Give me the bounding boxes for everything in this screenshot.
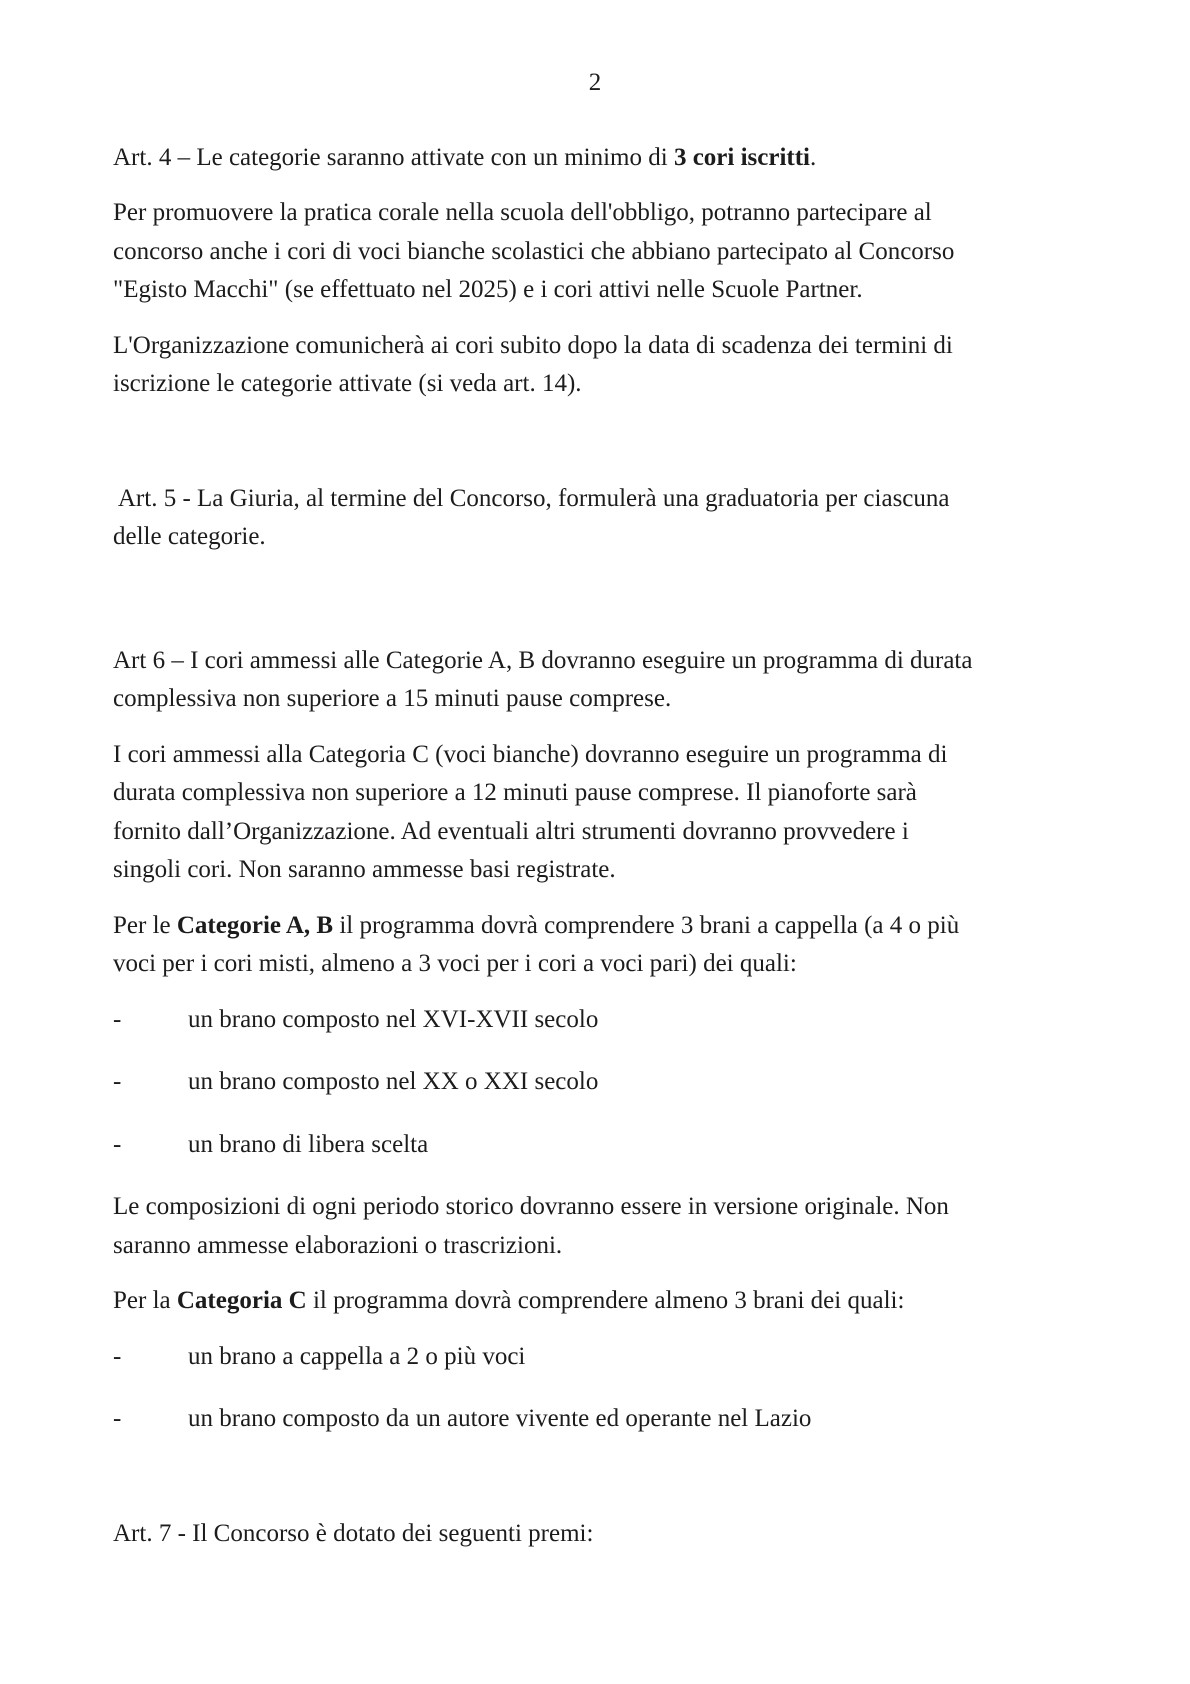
list-item-text: un brano composto nel XVI-XVII secolo <box>188 1005 599 1033</box>
list-item <box>113 1400 1135 1439</box>
paragraph: I cori ammessi alla Categoria C (voci bianche) dovranno eseguire un programma di durata complessiva non superiore a 12 minuti pause comprese. Il pianoforte sarà fornito dall’Organizzazione. Ad eventuali altri strumenti dovranno provvedere i singoli cori. Non saranno ammesse basi registrate. <box>113 740 948 883</box>
paragraph: Per le Categorie A, B il programma dovrà comprendere 3 brani a cappella (a 4 o più voci per i cori misti, almeno a 3 voci per i cori a voci pari) dei quali: <box>113 911 960 977</box>
list-item-text: un brano a cappella a 2 o più voci <box>188 1342 526 1370</box>
list-marker: - <box>113 1405 122 1432</box>
paragraph: Art 6 – I cori ammessi alle Categorie A, B dovranno eseguire un programma di durata complessiva non superiore a 15 minuti pause comprese. <box>113 646 973 712</box>
blank-space <box>113 421 1135 480</box>
paragraph: Art. 7 - Il Concorso è dotato dei seguenti premi: <box>113 1519 594 1547</box>
list-item-text: un brano di libera scelta <box>188 1130 429 1158</box>
paragraph: L'Organizzazione comunicherà ai cori subito dopo la data di scadenza dei termini di iscrizione le categorie attivate (si veda art. 14). <box>113 331 953 397</box>
blank-space <box>113 1463 1135 1515</box>
list-marker: - <box>113 1068 122 1095</box>
paragraph: Per promuovere la pratica corale nella scuola dell'obbligo, potranno partecipare al concorso anche i cori di voci bianche scolastici che abbiano partecipato al Concorso "Egisto Macchi" (se effettuato nel 2025) e i cori attivi nelle Scuole Partner. <box>113 199 955 303</box>
list-item-text: un brano composto da un autore vivente ed operante nel Lazio <box>188 1405 812 1432</box>
paragraph: Le composizioni di ogni periodo storico dovranno essere in versione originale. Non saranno ammesse elaborazioni o trascrizioni. <box>113 1193 949 1259</box>
paragraph: Per la Categoria C il programma dovrà comprendere almeno 3 brani dei quali: <box>113 1287 905 1314</box>
list-item <box>113 1338 1135 1377</box>
blank-space <box>113 574 1135 642</box>
list-item <box>113 1126 1135 1165</box>
list-item <box>113 1063 1135 1102</box>
list-marker: - <box>113 1005 122 1033</box>
paragraph: Art. 5 - La Giuria, al termine del Concorso, formulerà una graduatoria per ciascuna delle categorie. <box>113 484 950 550</box>
list-item-text: un brano composto nel XX o XXI secolo <box>188 1068 599 1095</box>
document-content <box>113 139 1135 1554</box>
list-marker: - <box>113 1130 122 1158</box>
list-marker: - <box>113 1342 122 1370</box>
page-number: 2 <box>588 69 602 96</box>
paragraph: Art. 4 – Le categorie saranno attivate con un minimo di 3 cori iscritti. <box>113 143 817 171</box>
list-item <box>113 1001 1135 1040</box>
